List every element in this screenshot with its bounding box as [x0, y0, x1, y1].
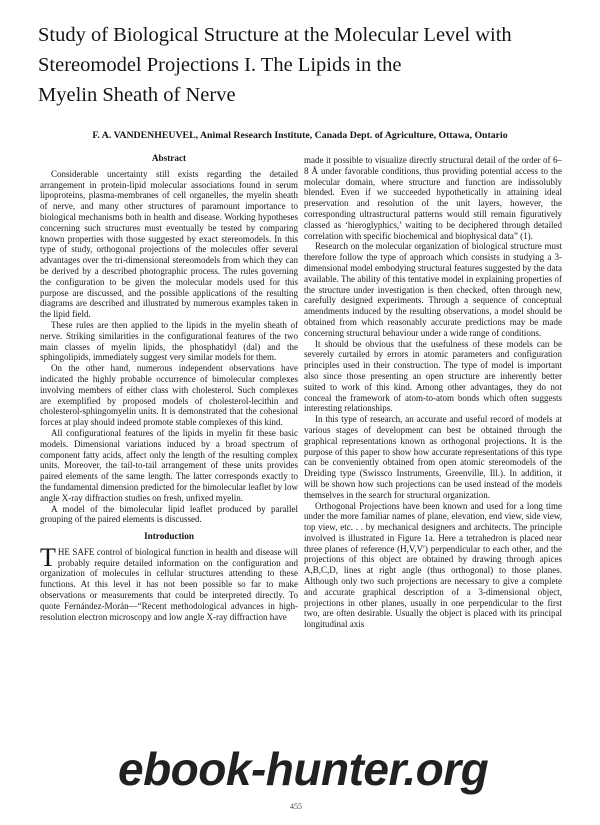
title-line: Study of Biological Structure at the Molecular Level with [38, 24, 512, 46]
abstract-paragraph: All configurational features of the lipids in myelin fit these basic models. Dimensional variations induced by a broad spectrum of component fatty acids, affect only the length of the resulting complex units. Moreover, the tail-to-tail arrangement of these units provides paired elements of the same length. The latter corresponds exactly to the fundamental dimension predicted for the bimolecular leaflet by low angle X-ray diffraction studies on fresh, unfixed myelin. [40, 427, 298, 503]
body-paragraph: It should be obvious that the usefulness of these models can be severely curtailed by errors in atomic parameters and configuration principles used in their construction. The type of model is important also since those presenting an open structure are inherently better suited to work of this kind. Among other advantages, they do not conceal the framework of atom-to-atom bonds which often suggests interesting relationships. [304, 338, 562, 414]
drop-cap: T [40, 542, 56, 572]
page-number: 455 [290, 802, 302, 811]
left-column [40, 153, 298, 622]
abstract-paragraph: On the other hand, numerous independent observations have indicated the highly probable occurrence of bimolecular complexes involving members of either class with cholesterol. Such complexes are exemplified by proposed models of cholesterol-lecithin and cholesterol-sphingomyelin units. It is demonstrated that the cohesional forces at play should indeed promote stable complexes of this kind. [40, 363, 298, 428]
abstract-paragraph: Considerable uncertainty still exists regarding the detailed arrangement in protein-lipid molecular associations found in serum lipoproteins, plasma-membranes of cell organelles, the myelin sheath of nerve, and many other structures of paramount importance to biological mechanisms both in health and disease. Working hypotheses concerning such structures must eventually be tested by comparing known properties with those suggested by exact stereomodels. In this type of study, orthogonal projections of the molecules offer several advantages over the tri-dimensional stereomodels from which they can be derived by a described photographic process. The rules governing the configuration to be given the molecular models used for this purpose are discussed, and the possible applications of the resulting diagrams are described and illustrated by numerous examples taken in the lipid field. [40, 168, 298, 320]
title-line: Myelin Sheath of Nerve [38, 84, 236, 106]
title-line: Stereomodel Projections I. The Lipids in the [38, 54, 402, 76]
right-column [304, 155, 562, 630]
abstract-heading: Abstract [151, 153, 187, 163]
introduction-paragraph [40, 542, 298, 623]
watermark-logo: ebook-hunter.org [118, 743, 489, 795]
author-byline: F. A. VANDENHEUVEL, Animal Research Institute, Canada Dept. of Agriculture, Ottawa, Ontario [92, 130, 508, 141]
body-paragraph: Research on the molecular organization of biological structure must therefore follow the type of approach which consists in studying a 3-dimensional model embodying structural features suggested by the data available. The ability of this tentative model in explaining properties of the structure under investigation is then checked, often through new, carefully designed experiments. Through a sequence of conceptual amendments induced by the resulting observations, a model should be obtained from which reasonably accurate predictions may be made concerning structural behaviour under a wide range of conditions. [304, 241, 562, 338]
introduction-heading: Introduction [144, 531, 194, 542]
body-paragraph: In this type of research, an accurate and useful record of models at various stages of development can best be obtained through the graphical representations known as orthogonal projections. It is the purpose of this paper to show how accurate representations of this type can be conveniently obtained from open atomic stereomodels of the Dreiding type (Swissco Instruments, Greenville, Ill.). In addition, it will be shown how such projections can be used instead of the models themselves in the search for structural organization. [304, 414, 562, 500]
abstract-paragraph: These rules are then applied to the lipids in the myelin sheath of nerve. Striking similarities in the configurational features of the two main classes of myelin lipids, the phosphatidyl (dal) and the sphingolipids, immediately suggest very similar models for them. [40, 319, 298, 363]
paper-title [38, 20, 568, 110]
body-paragraph: Orthogonal Projections have been known and used for a long time under the more familiar names of plane, elevation, end view, side view, top view, etc. . . by mechanical designers and architects. The principle involved is illustrated in Figure 1a. Here a tetrahedron is placed near three planes of reference (H,V,V′) perpendicular to each other, and the projections of this object are obtained by drawing through apices A,B,C,D, lines at right angle (thus orthogonal) to those planes. Although only two such projections are necessary to give a complete and accurate graphical description of a 3-dimensional object, projections in other planes, usually in one perpendicular to the first two, are often desirable. Usually the object is placed with its principal longitudinal axis [304, 500, 562, 630]
introduction-text: HE SAFE control of biological function in health and disease will probably require detailed information on the configuration and organization of molecules in cellular structures attending to these functions. At this level it has not been possible so far to make observations or measurements that could be interpreted directly. To quote Fernández-Morán—“Recent methodological advances in high-resolution electron microscopy and low angle X-ray diffraction have [40, 546, 298, 622]
abstract-paragraph: A model of the bimolecular lipid leaflet produced by parallel grouping of the paired elements is discussed. [40, 503, 298, 525]
body-paragraph: made it possible to visualize directly structural detail of the order of 6–8 Å under favorable conditions, thus providing potential access to the molecular domain, where structure and function are indissolubly blended. Even if we succeeded hypothetically in attaining ideal preservation and resolution of the unit layers, however, the corresponding ultrastructural patterns would still remain figuratively classed as ‘hieroglyphics,’ waiting to be deciphered through detailed correlation with specific biochemical and biophysical data” (1). [304, 155, 562, 241]
